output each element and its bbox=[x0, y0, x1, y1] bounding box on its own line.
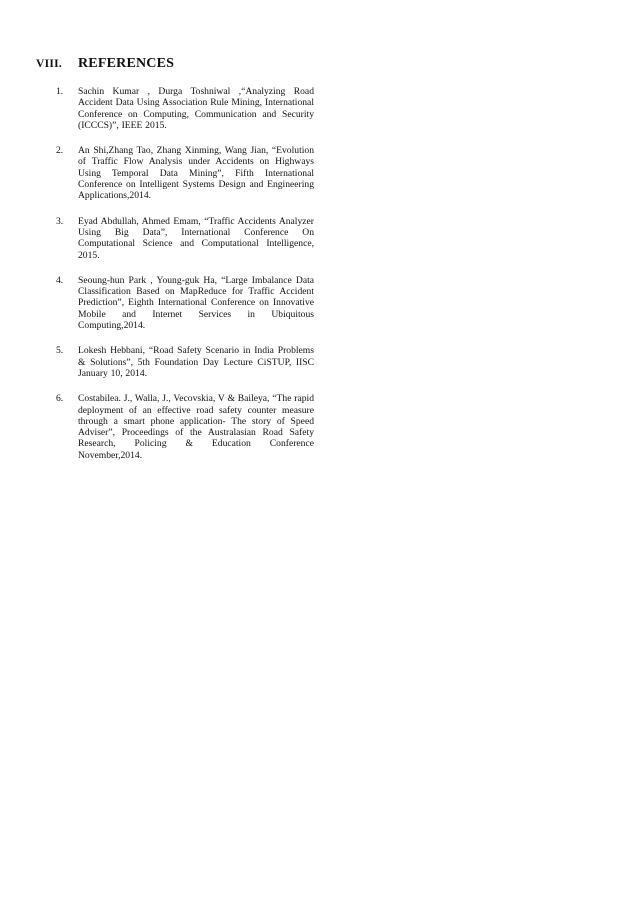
reference-number: 6. bbox=[56, 393, 64, 405]
reference-list bbox=[56, 86, 314, 475]
reference-number: 5. bbox=[56, 345, 64, 357]
reference-item-2 bbox=[56, 145, 314, 201]
reference-number: 4. bbox=[56, 274, 64, 286]
reference-text: Eyad Abdullah, Ahmed Emam, “Traffic Accidents Analyzer Using Big Data”, International Conference On Computational Science and Computational Intelligence, 2015. bbox=[78, 215, 314, 261]
section-title: REFERENCES bbox=[78, 56, 175, 71]
reference-number: 2. bbox=[56, 145, 64, 157]
reference-text: Costabilea. J., Walla, J., Vecovskia, V & Baileya, “The rapid deployment of an effective road safety counter measure through a smart phone application- The story of Speed Adviser”, Proceedings of the Australasian Road Safety Research, Policing & Education Conference November,2014. bbox=[78, 393, 314, 461]
reference-item-6 bbox=[56, 393, 314, 461]
reference-number: 3. bbox=[56, 215, 64, 227]
reference-text: An Shi,Zhang Tao, Zhang Xinming, Wang Jian, “Evolution of Traffic Flow Analysis under Accidents on Highways Using Temporal Data Mining”, Fifth International Conference on Intelligent Systems Design and Engineering Applications,2014. bbox=[78, 145, 314, 202]
section-number: VIII. bbox=[36, 58, 63, 70]
reference-item-1 bbox=[56, 86, 314, 131]
reference-item-5 bbox=[56, 345, 314, 379]
section-heading bbox=[36, 56, 326, 76]
reference-text: Sachin Kumar , Durga Toshniwal ,“Analyzing Road Accident Data Using Association Rule Mining, International Conference on Computing, Communication and Security (ICCCS)”, IEEE 2015. bbox=[78, 86, 314, 131]
reference-text: Seoung-hun Park , Young-guk Ha, “Large Imbalance Data Classification Based on MapReduce for Traffic Accident Prediction”, Eighth International Conference on Innovative Mobile and Internet Services in Ubiquitous Computing,2014. bbox=[78, 274, 314, 332]
reference-text: Lokesh Hebbani, “Road Safety Scenario in India Problems & Solutions”, 5th Foundation Day Lecture CiSTUP, IISC January 10, 2014. bbox=[78, 345, 314, 379]
reference-item-4 bbox=[56, 275, 314, 331]
reference-number: 1. bbox=[56, 86, 64, 97]
reference-item-3 bbox=[56, 216, 314, 261]
